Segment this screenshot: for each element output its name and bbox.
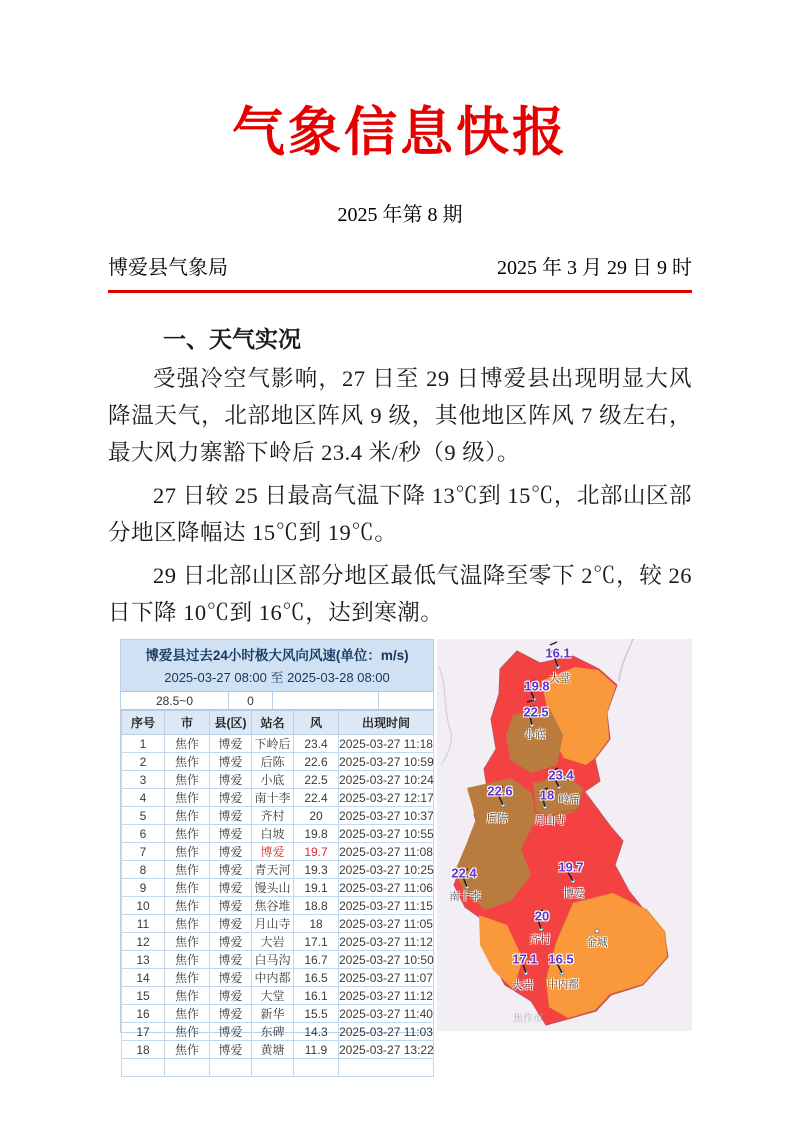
column-header[interactable]: 市 (165, 711, 210, 735)
table-row[interactable]: 13 焦作 博爱 白马沟 16.7 2025-03-27 10:50 (122, 951, 434, 969)
map-wind-value: 18 (539, 787, 555, 803)
table-row[interactable]: 9 焦作 博爱 馒头山 19.1 2025-03-27 11:06 (122, 879, 434, 897)
table-row[interactable]: 10 焦作 博爱 焦谷堆 18.8 2025-03-27 11:15 (122, 897, 434, 915)
table-row[interactable]: 17 焦作 博爱 东碑 14.3 2025-03-27 11:03 (122, 1023, 434, 1041)
map-wind-value: 16.1 (545, 645, 571, 661)
table-row[interactable]: 11 焦作 博爱 月山寺 18 2025-03-27 11:05 (122, 915, 434, 933)
map-station-label: 岭后 (558, 793, 580, 806)
table-row[interactable]: 4 焦作 博爱 南十李 22.4 2025-03-27 12:17 (122, 789, 434, 807)
map-wind-value: 16.5 (548, 951, 574, 967)
column-header[interactable]: 风 (294, 711, 339, 735)
map-wind-value: 17.1 (512, 951, 538, 967)
masthead-row (108, 251, 692, 280)
map-station-label: 月山寺 (534, 814, 566, 827)
wind-map (437, 639, 692, 1031)
red-divider (108, 290, 692, 293)
wind-table-timerange: 2025-03-27 08:00 至 2025-03-28 08:00 (164, 670, 390, 686)
wind-range-filter[interactable]: 28.5~0 (121, 692, 229, 709)
table-row[interactable]: 2 焦作 博爱 后陈 22.6 2025-03-27 10:59 (122, 753, 434, 771)
table-row[interactable]: 7 焦作 博爱 博爱 19.7 2025-03-27 11:08 (122, 843, 434, 861)
paragraph-coldwave: 29 日北部山区部分地区最低气温降至零下 2℃，较 26 日下降 10℃到 16℃，达到寒潮。 (108, 563, 692, 626)
filter-count[interactable]: 0 (229, 692, 273, 709)
paragraph-tempdrop: 27 日较 25 日最高气温下降 13℃到 15℃，北部山区部分地区降幅达 15℃到 19℃。 (108, 483, 692, 546)
page-title: 气象信息快报 (232, 104, 568, 162)
filter-row (121, 692, 433, 710)
table-row[interactable]: 3 焦作 博爱 小底 22.5 2025-03-27 10:24 (122, 771, 434, 789)
issue-datetime: 2025 年 3 月 29 日 9 时 (497, 257, 692, 280)
table-row[interactable]: 18 焦作 博爱 黄塘 11.9 2025-03-27 13:22 (122, 1041, 434, 1059)
table-row[interactable]: 6 焦作 博爱 白坡 19.8 2025-03-27 10:55 (122, 825, 434, 843)
map-station-label: 金城 (586, 936, 608, 949)
wind-table-title: 博爱县过去24小时极大风向风速(单位：m/s) (145, 648, 409, 664)
map-station-label: 博爱 (563, 887, 585, 900)
map-wind-value: 19.8 (524, 678, 550, 694)
wind-table-header (121, 640, 433, 692)
table-row[interactable]: 12 焦作 博爱 大岩 17.1 2025-03-27 11:12 (122, 933, 434, 951)
map-wind-value: 22.6 (487, 783, 513, 799)
column-header[interactable]: 序号 (122, 711, 165, 735)
paragraph-wind: 受强冷空气影响，27 日至 29 日博爱县出现明显大风降温天气，北部地区阵风 9 级，其他地区阵风 7 级左右，最大风力寨豁下岭后 23.4 米/秒（9 级）。 (108, 366, 692, 466)
table-row[interactable]: 5 焦作 博爱 齐村 20 2025-03-27 10:37 (122, 807, 434, 825)
map-station-label: 后陈 (486, 812, 508, 825)
filter-empty-cell (273, 692, 379, 709)
wind-table-column-header (122, 711, 434, 735)
map-wind-value: 20 (534, 908, 550, 924)
wind-table-widget (120, 639, 434, 1058)
map-station-label: 大堂 (549, 672, 571, 685)
table-row[interactable]: 16 焦作 博爱 新华 15.5 2025-03-27 11:40 (122, 1005, 434, 1023)
filter-empty-cell (379, 692, 433, 709)
section-heading: 一、天气实况 (163, 326, 301, 353)
table-row[interactable]: 15 焦作 博爱 大堂 16.1 2025-03-27 11:12 (122, 987, 434, 1005)
wind-table-rows (122, 735, 434, 1076)
map-station-label: 南十李 (449, 890, 481, 903)
map-station-label: 大岩 (512, 979, 534, 992)
map-station-label: 齐村 (529, 933, 551, 946)
table-row[interactable]: 1 焦作 博爱 下岭后 23.4 2025-03-27 11:18 (122, 735, 434, 753)
table-row[interactable]: 8 焦作 博爱 青天河 19.3 2025-03-27 10:25 (122, 861, 434, 879)
map-wind-value: 23.4 (548, 767, 574, 783)
issue-number: 2025 年第 8 期 (337, 204, 463, 227)
table-row[interactable]: 14 焦作 博爱 中内都 16.5 2025-03-27 11:07 (122, 969, 434, 987)
table-row-partial (122, 1059, 434, 1076)
map-station-label: 小底 (524, 728, 546, 741)
agency-name: 博爱县气象局 (108, 257, 228, 280)
column-header[interactable]: 站名 (252, 711, 294, 735)
map-wind-value: 22.5 (523, 704, 549, 720)
map-labels (437, 639, 692, 1031)
column-header[interactable]: 县(区) (210, 711, 252, 735)
map-watermark: 焦作市 (513, 1013, 543, 1025)
map-wind-value: 22.4 (451, 865, 477, 881)
column-header[interactable]: 出现时间 (339, 711, 434, 735)
figure-wind-report (120, 639, 692, 1058)
map-wind-value: 19.7 (558, 859, 584, 875)
wind-table (121, 710, 434, 1076)
map-station-label: 中内都 (547, 978, 579, 991)
